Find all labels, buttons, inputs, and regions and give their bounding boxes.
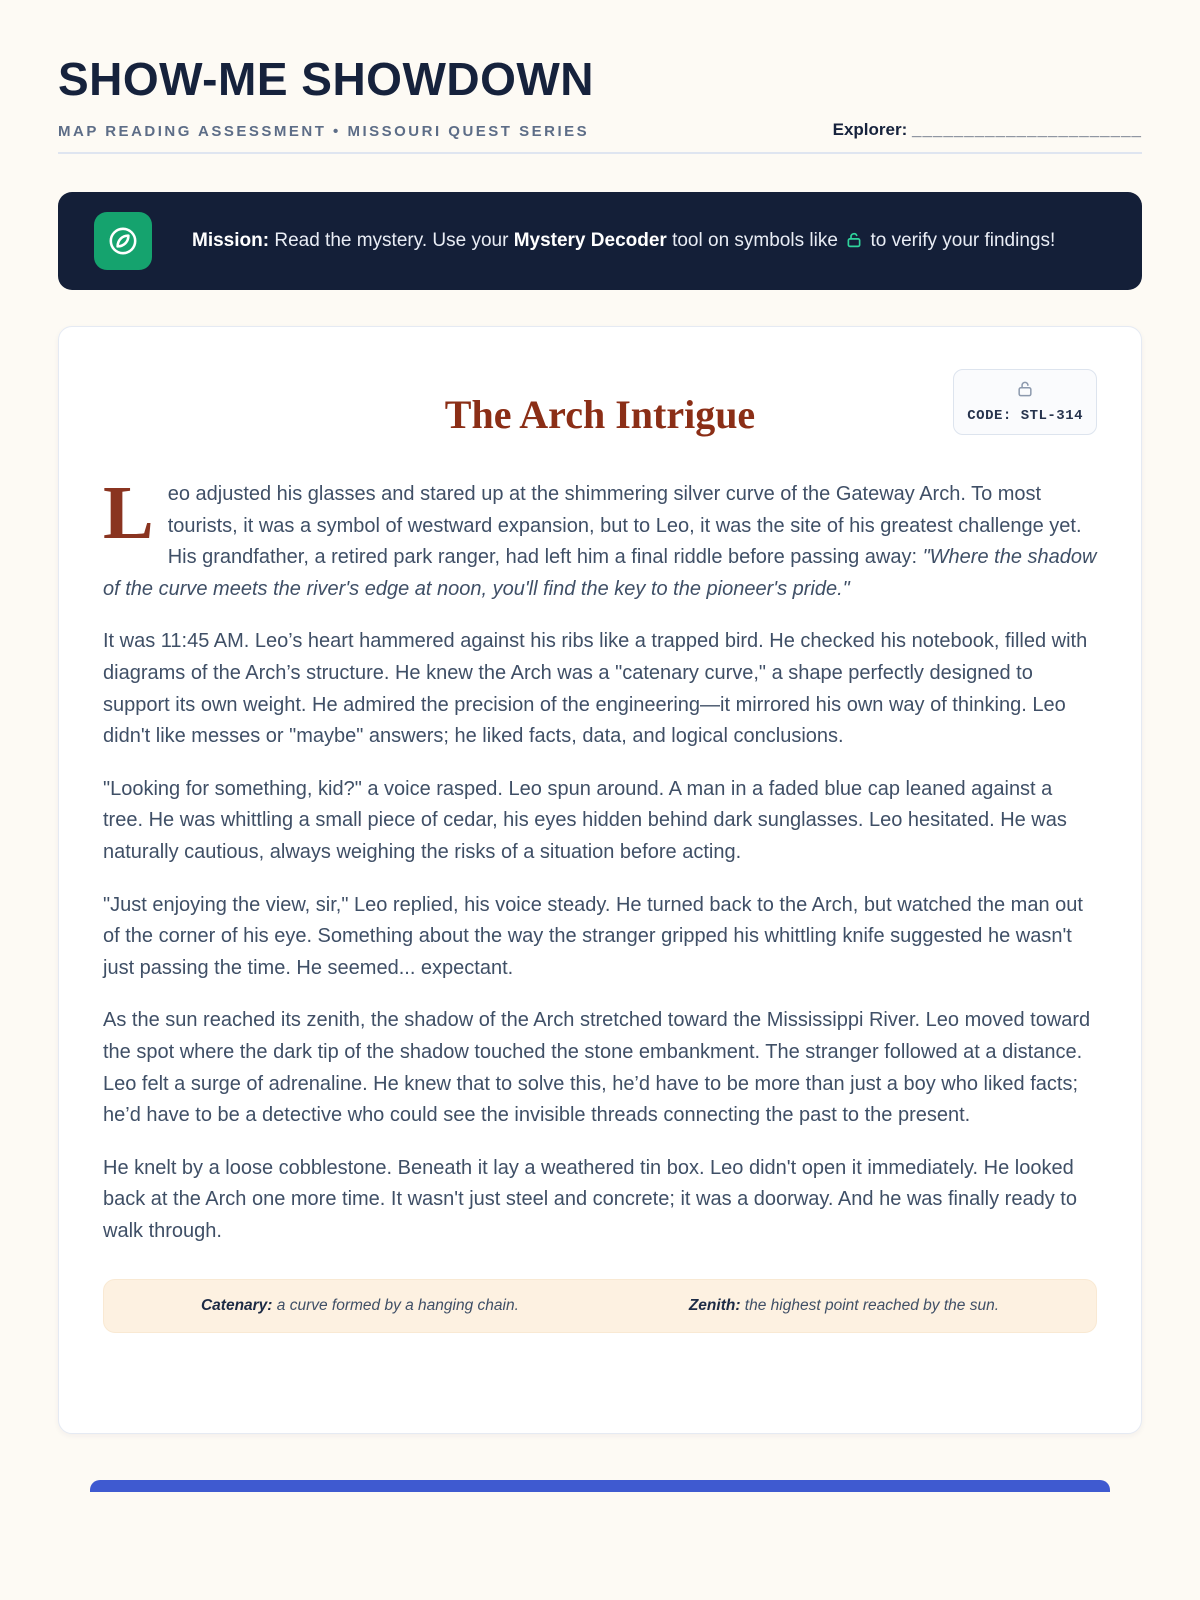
story-code: CODE: STL-314 [967,408,1083,424]
story-paragraph: It was 11:45 AM. Leo’s heart hammered against his ribs like a trapped bird. He checked his notebook, filled with diagrams of the Arch’s structure. He knew the Arch was a "catenary curve," a shape perfectly designed to support its own weight. He admired the precision of the engineering—it mirrored his own way of thinking. Leo didn't like messes or "maybe" answers; he liked facts, data, and logical conclusions. [103,630,1088,748]
mission-text: Mission: Read the mystery. Use your Mystery Decoder tool on symbols like to verify your findings! [192,229,1056,251]
decoder-code-box[interactable] [953,369,1097,435]
explorer-name-field [833,120,1142,140]
glossary-item [689,1297,999,1315]
story-paragraph: "Just enjoying the view, sir," Leo replied, his voice steady. He turned back to the Arch, but watched the man out of the corner of his eye. Something about the way the stranger gripped his whittling knife suggested he wasn't just passing the time. He seemed... expectant. [103,893,1083,979]
header-divider [58,152,1142,154]
compass-icon [94,212,152,270]
mission-tool-name: Mystery Decoder [513,229,667,251]
riddle-quote: "Where the shadow of the curve meets the river's edge at noon, you'll find the key to the pioneer's pride." [103,546,1097,600]
next-section-edge [90,1480,1110,1492]
story-title: The Arch Intrigue [444,392,756,437]
glossary-item [201,1297,519,1315]
story-paragraph: As the sun reached its zenith, the shadow of the Arch stretched toward the Mississippi River. Leo moved toward the spot where the dark tip of the shadow touched the stone embankment. The stranger followed at a distance. Leo felt a surge of adrenaline. He knew that to solve this, he’d have to be more than just a boy who liked facts; he’d have to be a detective who could see the invisible threads connecting the past to the present. [103,1009,1091,1127]
glossary-box [103,1279,1097,1333]
story-paragraph: "Looking for something, kid?" a voice rasped. Leo spun around. A man in a faded blue cap leaned against a tree. He was whittling a small piece of cedar, his eyes hidden behind dark sunglasses. Leo hesitated. He was naturally cautious, always weighing the risks of a situation before acting. [103,777,1067,863]
glossary-term: Catenary: [200,1297,273,1315]
header [58,52,1142,154]
explorer-label: Explorer: [832,120,908,139]
story-body [103,471,1097,1247]
mission-label: Mission: [192,229,270,251]
story-paragraph: Leo adjusted his glasses and stared up at the shimmering silver curve of the Gateway Arch. To most tourists, it was a symbol of westward expansion, but to Leo, it was the site of his greatest challenge yet. His grandfather, a retired park ranger, had left him a final riddle before passing away: "Where the shadow of the curve meets the river's edge at noon, you'll find the key to the pioneer's pride." [103,471,1097,600]
page-subtitle: MAP READING ASSESSMENT • MISSOURI QUEST SERIES [58,123,590,140]
page-title: SHOW-ME SHOWDOWN [58,53,595,105]
drop-cap: L [103,471,154,555]
glossary-definition: the highest point reached by the sun. [740,1297,1000,1315]
story-paragraph: He knelt by a loose cobblestone. Beneath it lay a weathered tin box. Leo didn't open it immediately. He looked back at the Arch one more time. It wasn't just steel and concrete; it was a doorway. And he was finally ready to walk through. [103,1156,1077,1242]
mission-banner [58,192,1142,290]
lock-icon [1015,379,1035,399]
glossary-term: Zenith: [688,1297,741,1315]
explorer-blank-line[interactable]: ______________________ [911,120,1142,139]
story-card [58,326,1142,1434]
story-card-header [103,369,1097,461]
lock-icon [845,231,863,249]
glossary-definition: a curve formed by a hanging chain. [272,1297,519,1315]
